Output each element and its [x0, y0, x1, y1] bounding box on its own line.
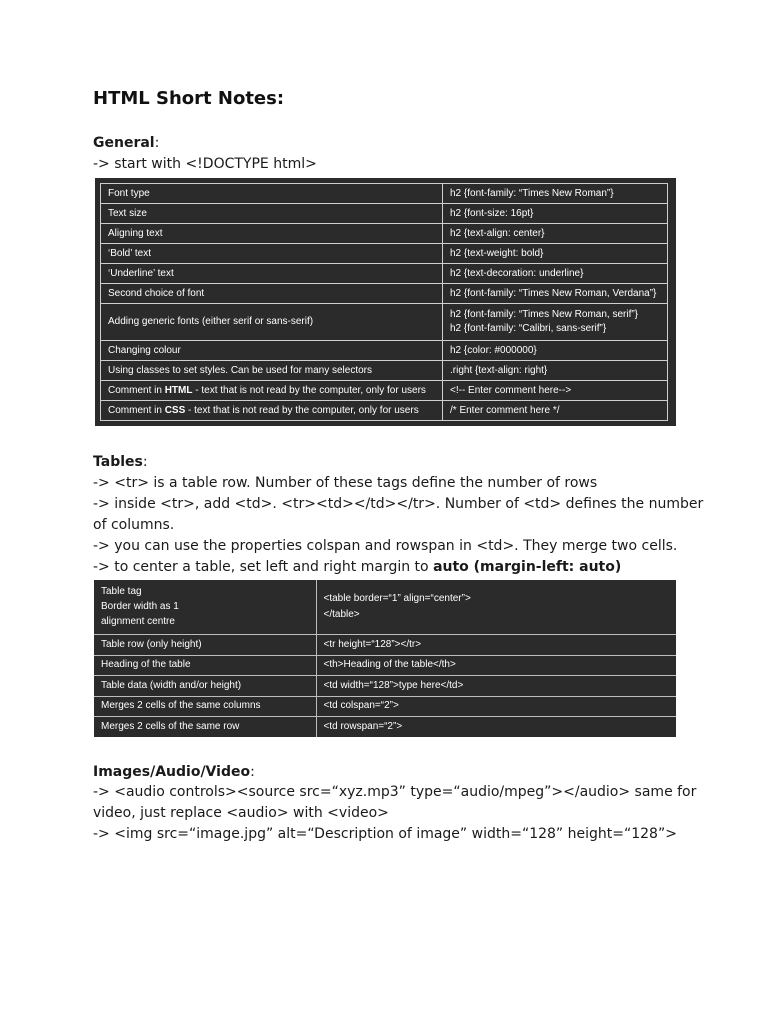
table-row — [101, 304, 668, 341]
table-cell-code: h2 {text-weight: bold} — [443, 244, 668, 264]
table-cell-code: <td colspan=“2”> — [316, 696, 676, 716]
label-post: - text that is not read by the computer, only for users — [192, 384, 426, 396]
table-cell-code: <table border=“1” align=“center”> </table> — [316, 580, 676, 634]
css-table — [100, 183, 668, 421]
general-heading-colon: : — [154, 135, 160, 151]
table-cell-code: /* Enter comment here */ — [443, 401, 668, 421]
tables-line-1: -> <tr> is a table row. Number of these tags define the number of rows — [93, 475, 598, 491]
table-row — [101, 184, 668, 204]
table-cell-label — [101, 401, 443, 421]
general-heading-text: General — [93, 135, 155, 151]
table-row — [101, 244, 668, 264]
tables-heading — [93, 452, 148, 473]
table-row — [101, 284, 668, 304]
table-cell-label: Using classes to set styles. Can be used for many selectors — [101, 361, 443, 381]
table-cell-code: .right {text-align: right} — [443, 361, 668, 381]
tables-line-2: -> inside <tr>, add <td>. <tr><td></td></tr>. Number of <td> defines the number — [93, 496, 704, 512]
general-heading — [93, 133, 159, 154]
table-row — [94, 696, 676, 716]
table-cell-code: h2 {color: #000000} — [443, 341, 668, 361]
table-cell-label: Table data (width and/or height) — [94, 675, 316, 696]
media-line-3: -> <img src=“image.jpg” alt=“Description of image” width=“128” height=“128”> — [93, 826, 677, 842]
table-cell-code: h2 {font-family: “Times New Roman”} — [443, 184, 668, 204]
table-row — [101, 401, 668, 421]
table-cell-code: h2 {font-size: 16pt} — [443, 204, 668, 224]
table-row — [101, 264, 668, 284]
tables-line-4: -> you can use the properties colspan and rowspan in <td>. They merge two cells. — [93, 538, 678, 554]
media-line-2: video, just replace <audio> with <video> — [93, 805, 389, 821]
label-pre: Comment in — [108, 384, 165, 396]
table-row — [101, 381, 668, 401]
tables-line-5-text: -> to center a table, set left and right margin to — [93, 559, 434, 575]
table-cell-label: Table row (only height) — [94, 634, 316, 655]
table-row — [101, 341, 668, 361]
table-cell-label: Table tag Border width as 1 alignment centre — [101, 586, 179, 628]
media-heading-text: Images/Audio/Video — [93, 764, 251, 780]
tables-heading-text: Tables — [93, 454, 143, 470]
table-cell-label: Merges 2 cells of the same row — [94, 716, 316, 737]
table-cell-label: Changing colour — [101, 341, 443, 361]
table-cell-label: Merges 2 cells of the same columns — [94, 696, 316, 716]
table-row — [94, 675, 676, 696]
table-cell-code: h2 {text-decoration: underline} — [443, 264, 668, 284]
html-table — [94, 580, 676, 737]
css-reference-table — [95, 178, 676, 426]
tables-heading-colon: : — [142, 454, 148, 470]
table-cell-code: <td width=“128”>type here</td> — [316, 675, 676, 696]
media-line-1: -> <audio controls><source src=“xyz.mp3” type=“audio/mpeg”></audio> same for — [93, 784, 697, 800]
table-row — [94, 655, 676, 675]
table-cell-code: <td rowspan=“2”> — [316, 716, 676, 737]
label-post: - text that is not read by the computer, only for users — [185, 404, 419, 416]
tables-line-3: of columns. — [93, 517, 175, 533]
tables-line-5-bold: auto (margin-left: auto) — [433, 559, 622, 575]
table-cell-label: ‘Bold’ text — [101, 244, 443, 264]
html-table-reference — [94, 580, 676, 737]
table-cell-code: <th>Heading of the table</th> — [316, 655, 676, 675]
label-pre: Comment in — [108, 404, 165, 416]
table-cell-label: Heading of the table — [94, 655, 316, 675]
table-row — [94, 716, 676, 737]
general-line-1: -> start with <!DOCTYPE html> — [93, 156, 317, 172]
table-cell-label: ‘Underline’ text — [101, 264, 443, 284]
table-cell-code: <!-- Enter comment here--> — [443, 381, 668, 401]
table-cell-code: h2 {font-family: “Times New Roman, Verdana”} — [443, 284, 668, 304]
table-cell-label: Aligning text — [101, 224, 443, 244]
label-bold: HTML — [164, 384, 193, 396]
table-cell-label: Font type — [101, 184, 443, 204]
table-cell-code: <tr height=“128”></tr> — [316, 634, 676, 655]
table-row — [101, 361, 668, 381]
tables-line-5 — [93, 557, 621, 578]
table-cell-label — [101, 381, 443, 401]
label-bold: CSS — [164, 404, 186, 416]
table-row — [101, 224, 668, 244]
table-cell-code: h2 {font-family: “Times New Roman, serif”} h2 {font-family: “Calibri, sans-serif”} — [443, 304, 668, 341]
media-heading — [93, 762, 255, 783]
table-row — [94, 634, 676, 655]
media-heading-colon: : — [250, 764, 255, 780]
table-cell-label: Second choice of font — [101, 284, 443, 304]
table-row — [101, 204, 668, 224]
table-row — [94, 580, 676, 634]
table-cell-code: h2 {text-align: center} — [443, 224, 668, 244]
page-title: HTML Short Notes: — [93, 88, 285, 109]
table-cell-label: Text size — [101, 204, 443, 224]
table-cell-label: Adding generic fonts (either serif or sans-serif) — [101, 304, 443, 341]
